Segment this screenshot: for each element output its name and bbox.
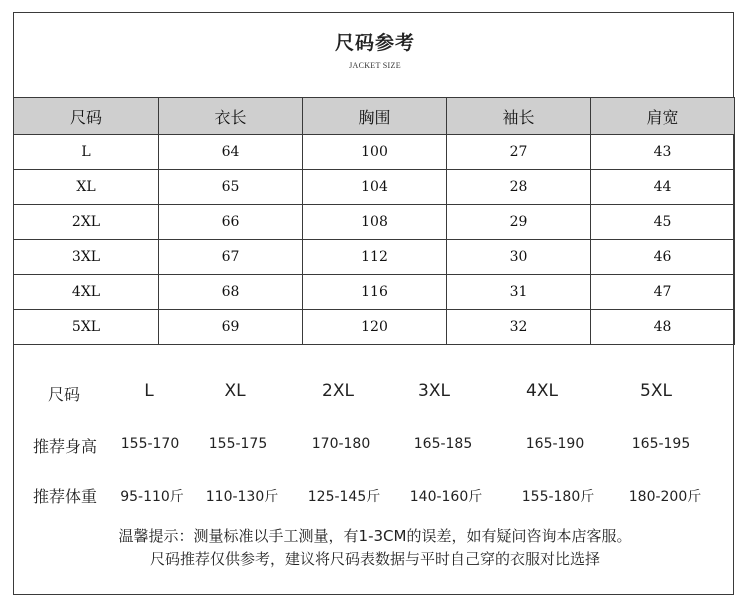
recommend-height: 165-185: [413, 436, 473, 452]
size-note-line2: 尺码推荐仅供参考，建议将尺码表数据与平时自己穿的衣服对比选择: [149, 550, 600, 568]
recommend-size: 4XL: [526, 381, 558, 401]
recommend-height: 170-180: [311, 436, 371, 452]
size-table: [13, 97, 735, 345]
header-chest: 胸围: [303, 98, 447, 135]
recommend-size: L: [144, 381, 154, 401]
recommend-height: 155-170: [120, 436, 180, 452]
table-row: [14, 240, 735, 275]
cell-shoulder: 47: [591, 275, 735, 310]
recommend-size: 2XL: [322, 381, 354, 401]
cell-chest: 104: [303, 170, 447, 205]
recommend-size: XL: [224, 381, 246, 401]
recommend-weight: 155-180斤: [521, 489, 595, 505]
cell-shoulder: 43: [591, 135, 735, 170]
recommend-height: 165-190: [525, 436, 585, 452]
header-shoulder: 肩宽: [591, 98, 735, 135]
cell-sleeve: 28: [447, 170, 591, 205]
recommend-weight: 110-130斤: [205, 489, 279, 505]
cell-chest: 120: [303, 310, 447, 345]
recommend-weight: 140-160斤: [409, 489, 483, 505]
cell-chest: 116: [303, 275, 447, 310]
recommend-weight-label: 推荐体重: [33, 487, 98, 506]
cell-length: 64: [159, 135, 303, 170]
cell-length: 69: [159, 310, 303, 345]
cell-chest: 100: [303, 135, 447, 170]
cell-length: 66: [159, 205, 303, 240]
cell-chest: 108: [303, 205, 447, 240]
table-row: [14, 205, 735, 240]
cell-sleeve: 27: [447, 135, 591, 170]
page-title: 尺码参考: [334, 32, 415, 54]
table-row: [14, 275, 735, 310]
recommend-weight: 125-145斤: [307, 489, 381, 505]
header-length: 衣长: [159, 98, 303, 135]
header-sleeve: 袖长: [447, 98, 591, 135]
table-row: [14, 310, 735, 345]
cell-size: 2XL: [14, 205, 159, 240]
cell-length: 65: [159, 170, 303, 205]
cell-size: 5XL: [14, 310, 159, 345]
recommend-height: 155-175: [208, 436, 268, 452]
recommend-weight: 180-200斤: [628, 489, 702, 505]
recommend-size: 5XL: [640, 381, 672, 401]
size-table-header-row: [14, 98, 735, 135]
cell-sleeve: 31: [447, 275, 591, 310]
table-row: [14, 135, 735, 170]
page-subtitle: JACKET SIZE: [349, 61, 401, 70]
cell-shoulder: 44: [591, 170, 735, 205]
recommend-size-label: 尺码: [48, 385, 81, 404]
cell-shoulder: 48: [591, 310, 735, 345]
recommend-height-label: 推荐身高: [33, 437, 98, 456]
cell-size: L: [14, 135, 159, 170]
recommend-size: 3XL: [418, 381, 450, 401]
cell-size: XL: [14, 170, 159, 205]
cell-length: 68: [159, 275, 303, 310]
cell-sleeve: 30: [447, 240, 591, 275]
cell-length: 67: [159, 240, 303, 275]
cell-chest: 112: [303, 240, 447, 275]
header-size: 尺码: [14, 98, 159, 135]
recommend-height: 165-195: [631, 436, 691, 452]
cell-sleeve: 29: [447, 205, 591, 240]
cell-shoulder: 45: [591, 205, 735, 240]
cell-size: 3XL: [14, 240, 159, 275]
cell-sleeve: 32: [447, 310, 591, 345]
recommend-weight: 95-110斤: [120, 489, 184, 505]
cell-shoulder: 46: [591, 240, 735, 275]
size-note-line1: 温馨提示：测量标准以手工测量，有1-3CM的误差，如有疑问咨询本店客服。: [118, 527, 632, 545]
cell-size: 4XL: [14, 275, 159, 310]
table-row: [14, 170, 735, 205]
